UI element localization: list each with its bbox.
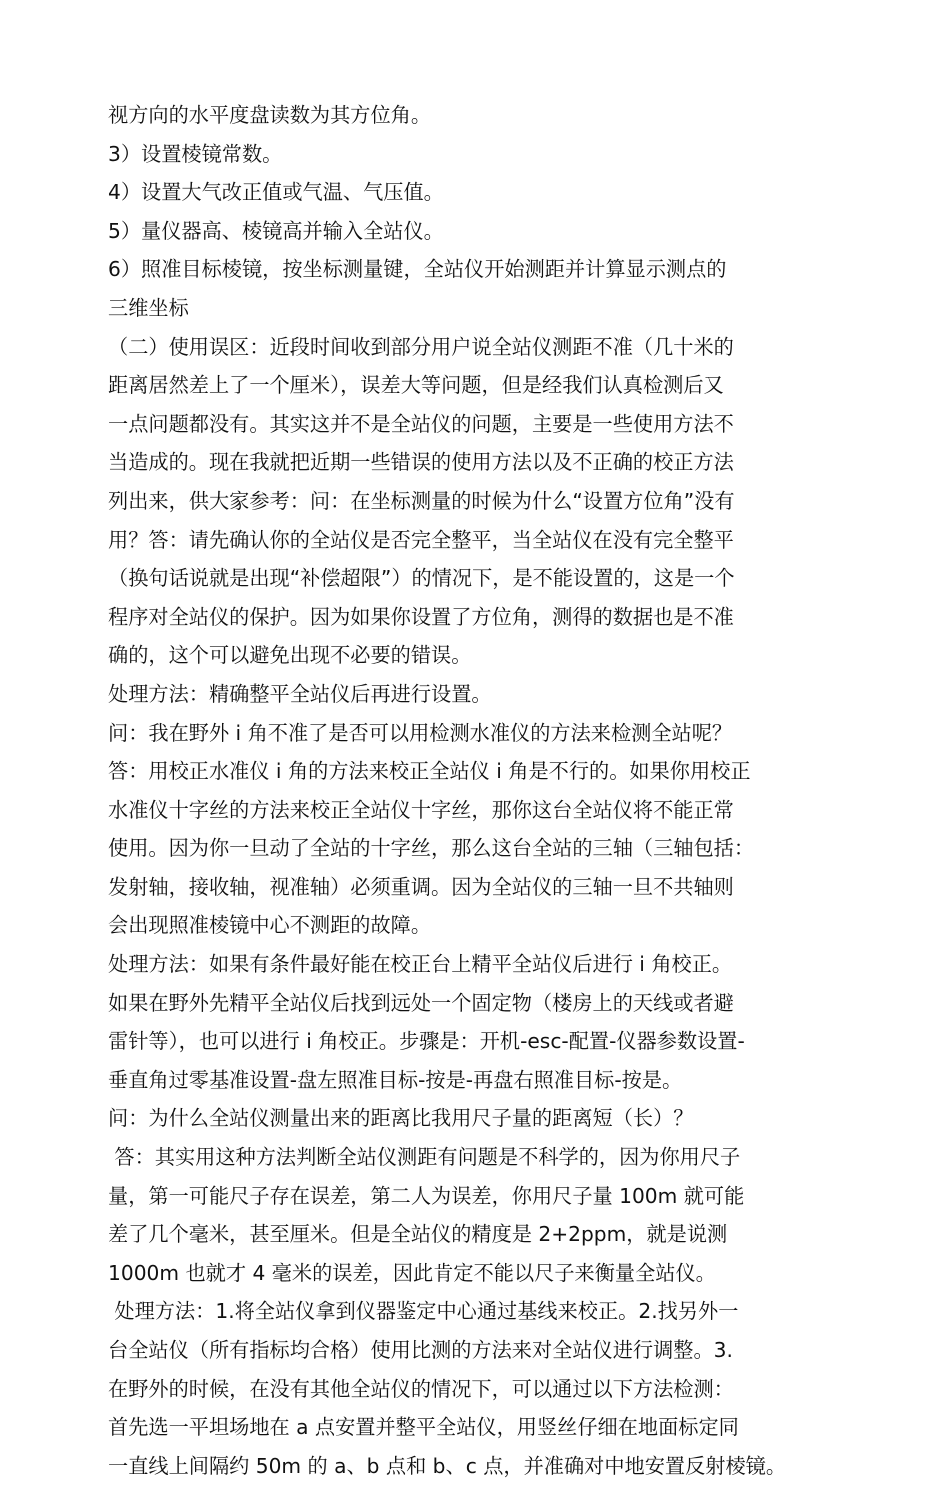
text-line: 3）设置棱镜常数。 bbox=[108, 141, 283, 166]
text-line: 用？答：请先确认你的全站仪是否完全整平，当全站仪在没有完全整平 bbox=[108, 527, 734, 552]
text-line: 答：用校正水准仪 i 角的方法来校正全站仪 i 角是不行的。如果你用校正 bbox=[108, 759, 751, 784]
text-line: 一点问题都没有。其实这并不是全站仪的问题，主要是一些使用方法不 bbox=[108, 411, 734, 436]
text-line: 垂直角过零基准设置-盘左照准目标-按是-再盘右照准目标-按是。 bbox=[108, 1067, 683, 1092]
text-line: 列出来，供大家参考：问：在坐标测量的时候为什么“设置方位角”没有 bbox=[108, 488, 735, 513]
text-line: 程序对全站仪的保护。因为如果你设置了方位角，测得的数据也是不准 bbox=[108, 604, 734, 629]
text-line: （换句话说就是出现“补偿超限”）的情况下，是不能设置的，这是一个 bbox=[108, 566, 735, 591]
text-line: 处理方法：1.将全站仪拿到仪器鉴定中心通过基线来校正。2.找另外一 bbox=[108, 1299, 739, 1324]
text-line: 答：其实用这种方法判断全站仪测距有问题是不科学的，因为你用尺子 bbox=[108, 1145, 741, 1170]
text-line: 台全站仪（所有指标均合格）使用比测的方法来对全站仪进行调整。3. bbox=[108, 1338, 733, 1362]
text-line: 雷针等），也可以进行 i 角校正。步骤是：开机-esc-配置-仪器参数设置- bbox=[108, 1029, 745, 1054]
text-line: 差了几个毫米，甚至厘米。但是全站仪的精度是 2+2ppm，就是说测 bbox=[108, 1222, 728, 1247]
text-line: 处理方法：精确整平全站仪后再进行设置。 bbox=[108, 681, 492, 706]
text-line: 1000m 也就才 4 毫米的误差，因此肯定不能以尺子来衡量全站仪。 bbox=[108, 1260, 716, 1285]
text-line: 使用。因为你一旦动了全站的十字丝，那么这台全站的三轴（三轴包括： bbox=[108, 836, 755, 861]
text-line: 确的，这个可以避免出现不必要的错误。 bbox=[108, 643, 472, 668]
text-line: 如果在野外先精平全站仪后找到远处一个固定物（楼房上的天线或者避 bbox=[108, 990, 734, 1015]
text-line: 发射轴，接收轴，视准轴）必须重调。因为全站仪的三轴一旦不共轴则 bbox=[108, 874, 734, 899]
text-line: 会出现照准棱镜中心不测距的故障。 bbox=[108, 913, 432, 938]
text-line: 视方向的水平度盘读数为其方位角。 bbox=[108, 103, 432, 127]
text-line: 一直线上间隔约 50m 的 a、b 点和 b、c 点，并准确对中地安置反射棱镜。 bbox=[108, 1453, 787, 1478]
text-line: 当造成的。现在我就把近期一些错误的使用方法以及不正确的校正方法 bbox=[108, 450, 734, 475]
document-body bbox=[108, 96, 858, 1485]
text-line: 三维坐标 bbox=[108, 295, 189, 320]
text-line: 量，第一可能尺子存在误差，第二人为误差，你用尺子量 100m 就可能 bbox=[108, 1183, 745, 1208]
text-line: 距离居然差上了一个厘米），误差大等问题，但是经我们认真检测后又 bbox=[108, 373, 724, 398]
text-line: 4）设置大气改正值或气温、气压值。 bbox=[108, 180, 444, 205]
text-line: 首先选一平坦场地在 a 点安置并整平全站仪，用竖丝仔细在地面标定同 bbox=[108, 1415, 739, 1440]
text-line: 处理方法：如果有条件最好能在校正台上精平全站仪后进行 i 角校正。 bbox=[108, 952, 733, 977]
text-line: 6）照准目标棱镜，按坐标测量键，全站仪开始测距并计算显示测点的 bbox=[108, 257, 727, 282]
text-line: 水准仪十字丝的方法来校正全站仪十字丝，那你这台全站仪将不能正常 bbox=[108, 797, 734, 822]
text-line: 问：为什么全站仪测量出来的距离比我用尺子量的距离短（长）？ bbox=[108, 1106, 694, 1131]
text-line: 在野外的时候，在没有其他全站仪的情况下，可以通过以下方法检测： bbox=[108, 1376, 734, 1401]
text-line: 5）量仪器高、棱镜高并输入全站仪。 bbox=[108, 218, 444, 243]
text-line: （二）使用误区：近段时间收到部分用户说全站仪测距不准（几十米的 bbox=[108, 334, 734, 359]
text-line: 问：我在野外 i 角不准了是否可以用检测水准仪的方法来检测全站呢？ bbox=[108, 720, 733, 745]
